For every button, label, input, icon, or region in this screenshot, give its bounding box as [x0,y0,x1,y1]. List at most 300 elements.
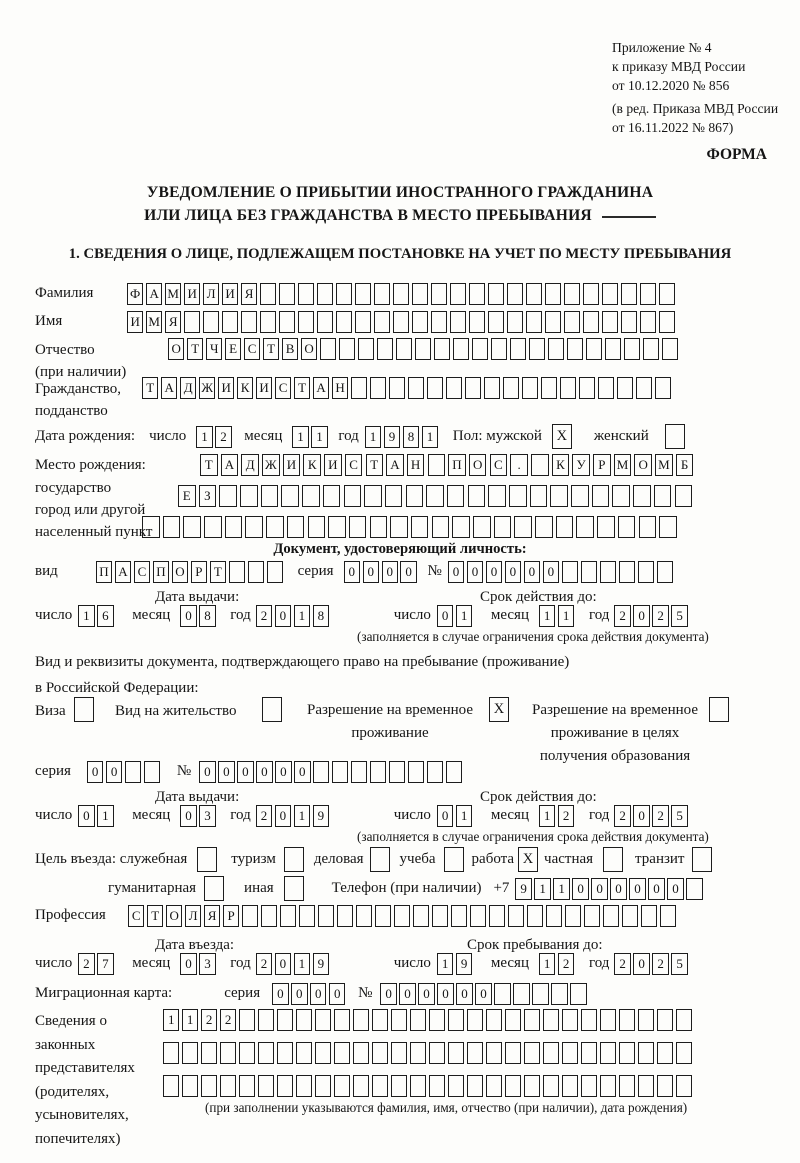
visa-label: Виза [35,703,66,719]
form-cell [219,485,237,507]
form-cell: 1 [311,426,327,448]
birth-date-row [35,424,685,449]
form-cell: 0 [106,761,122,783]
form-cell: 0 [382,561,398,583]
form-cell [545,311,561,333]
form-cell [163,1042,179,1064]
form-cell [638,561,654,583]
form-cell [583,311,599,333]
patronymic-note: (при наличии) [35,364,127,380]
reps-cells-row1 [163,1007,695,1031]
form-cell [332,761,348,783]
purpose-transit-checkbox [692,847,712,872]
form-cell: 8 [313,605,329,627]
form-cell [513,983,529,1005]
form-cell: 1 [422,426,438,448]
form-cell: К [552,454,570,476]
section1-heading: 1. СВЕДЕНИЯ О ЛИЦЕ, ПОДЛЕЖАЩЕМ ПОСТАНОВКЕ НА УЧЕТ ПО МЕСТУ ПРЕБЫВАНИЯ [68,246,732,262]
form-cell: Н [407,454,425,476]
form-cell: 1 [539,805,555,827]
purpose-row-2 [108,876,705,901]
form-cell: 0 [180,953,196,975]
form-cell: 2 [256,605,272,627]
form-cell [296,1075,312,1097]
form-cell [507,311,523,333]
form-cell: 1 [294,805,310,827]
order-reference-line: (в ред. Приказа МВД России [612,101,779,116]
form-cell: С [244,338,260,360]
reps-label-6: попечителях) [35,1131,121,1147]
form-cell [638,1075,654,1097]
form-cell: А [115,561,131,583]
form-cell [225,516,243,538]
form-cell [581,1042,597,1064]
form-cell: Ч [206,338,222,360]
given-name-label: Имя [35,313,63,329]
form-cell: А [313,377,329,399]
form-cell: 0 [456,983,472,1005]
purpose-study-checkbox [444,847,464,872]
form-cell [336,311,352,333]
purpose-work-label: работа [471,851,515,867]
form-cell: 2 [256,953,272,975]
form-cell [468,485,486,507]
form-cell: 2 [256,805,272,827]
form-cell [529,338,545,360]
form-cell: 1 [182,1009,198,1031]
form-cell [556,516,574,538]
form-cell [453,338,469,360]
form-cell [241,311,257,333]
form-cell: Я [204,905,220,927]
profession-cells [128,903,679,927]
form-cell [583,283,599,305]
form-cell: 1 [553,878,569,900]
form-cell [184,311,200,333]
month-label: месяц [490,607,529,623]
form-cell: . [510,454,528,476]
profession-label: Профессия [35,907,106,923]
form-cell: 2 [652,605,668,627]
form-cell: 0 [275,605,291,627]
validity-note-2: (заполняется в случае ограничения срока действия документа) [357,829,709,844]
form-cell [584,905,600,927]
form-cell [450,283,466,305]
form-cell [581,1009,597,1031]
form-cell [472,338,488,360]
day-label: число [35,955,73,971]
form-cell [355,311,371,333]
form-cell: 1 [437,953,453,975]
purpose-humanitarian-checkbox [204,876,224,901]
form-cell: 0 [629,878,645,900]
form-cell [351,761,367,783]
form-cell [659,311,675,333]
stay-until-label: Срок пребывания до: [467,937,603,953]
form-cell [579,377,595,399]
form-cell [603,905,619,927]
form-cell: Е [178,485,196,507]
form-cell [527,905,543,927]
doc-issue-year-cells [256,603,332,627]
form-cell [391,1075,407,1097]
purpose-business-checkbox [370,847,390,872]
form-cell: 0 [218,761,234,783]
doc-number-label: № [427,563,442,579]
form-cell [370,761,386,783]
birthplace-city-label-1: город или другой [35,502,146,518]
given-name-row [35,309,678,334]
form-cell [562,1042,578,1064]
form-cell: Р [593,454,611,476]
form-cell [508,905,524,927]
order-reference [612,38,778,137]
day-label: число [149,428,187,444]
reps-label-5: усыновителях, [35,1107,129,1123]
form-cell [411,516,429,538]
form-cell [144,761,160,783]
form-cell [602,283,618,305]
mig-number-label: № [358,985,373,1001]
form-cell [655,377,671,399]
form-cell [659,516,677,538]
form-cell [391,1042,407,1064]
form-cell [488,485,506,507]
form-cell: И [184,283,200,305]
day-label: число [35,807,73,823]
form-cell [448,1042,464,1064]
form-cell [676,1075,692,1097]
form-cell: 0 [505,561,521,583]
form-cell: 1 [294,953,310,975]
purpose-humanitarian-label: гуманитарная [108,880,197,896]
form-cell: О [172,561,188,583]
form-cell: Т [210,561,226,583]
form-cell [245,516,263,538]
stay-day-cells [437,951,475,975]
temp-residence-edu-label: Разрешение на временное проживание в целях получения образования [532,702,698,764]
form-cell: 2 [614,605,630,627]
form-cell [640,311,656,333]
year-label: год [338,428,359,444]
form-cell: Е [225,338,241,360]
month-label: месяц [132,807,171,823]
form-cell: О [166,905,182,927]
visa-checkbox [74,697,94,722]
form-cell [389,377,405,399]
reps-cells-row2 [163,1040,695,1064]
form-cell [410,1042,426,1064]
form-cell: И [283,454,301,476]
form-cell [317,283,333,305]
form-cell [600,1042,616,1064]
form-cell [624,338,640,360]
form-cell [486,1042,502,1064]
patronymic-cells [168,336,681,360]
surname-cells [127,281,678,305]
form-cell [261,905,277,927]
birth-month-cells [292,424,330,448]
form-cell: 0 [275,761,291,783]
form-cell [412,283,428,305]
form-cell [334,1009,350,1031]
form-cell [396,338,412,360]
form-cell [432,516,450,538]
form-cell: М [655,454,673,476]
form-cell [240,485,258,507]
res-series-cells [87,759,163,783]
form-cell [448,1075,464,1097]
form-cell [600,561,616,583]
form-cell [242,905,258,927]
entry-year-cells [256,951,332,975]
form-cell: С [128,905,144,927]
form-cell [412,311,428,333]
form-cell: 1 [456,805,472,827]
identity-doc-row [35,559,676,584]
form-cell: 0 [418,983,434,1005]
form-cell [317,311,333,333]
birth-day-cells [196,424,234,448]
residence-permit-checkbox [262,697,282,722]
form-cell [302,485,320,507]
form-cell [318,905,334,927]
form-cell: У [572,454,590,476]
form-cell: 1 [539,953,555,975]
form-cell: Я [241,283,257,305]
form-cell [313,761,329,783]
form-cell [619,1009,635,1031]
form-cell: 7 [97,953,113,975]
form-cell [654,485,672,507]
form-cell [621,311,637,333]
form-cell [353,1075,369,1097]
purpose-private-label: частная [544,851,594,867]
day-label: число [393,955,431,971]
form-cell [315,1042,331,1064]
form-cell [491,338,507,360]
form-cell [576,516,594,538]
given-name-cells [127,309,678,333]
identity-doc-heading: Документ, удостоверяющий личность: [273,541,527,557]
form-cell [296,1009,312,1031]
mig-series-cells [272,981,348,1005]
form-cell: С [134,561,150,583]
year-label: год [230,607,251,623]
form-cell: 8 [199,605,215,627]
form-cell [469,311,485,333]
mig-number-cells [380,981,589,1005]
form-cell [622,905,638,927]
temp-residence-checkbox: X [489,697,509,722]
entry-month-cells [180,951,218,975]
form-cell: П [448,454,466,476]
form-cell [277,1075,293,1097]
form-cell: 0 [363,561,379,583]
form-cell [374,283,390,305]
res-valid-month-cells [539,803,577,827]
form-cell [535,516,553,538]
form-cell [391,1009,407,1031]
form-cell [394,905,410,927]
form-cell: 1 [78,605,94,627]
entry-day-cells [78,951,116,975]
form-cell [562,1075,578,1097]
form-cell [546,905,562,927]
form-cell: 0 [344,561,360,583]
form-cell [570,983,586,1005]
residence-permit-label: Вид на жительство [115,703,237,719]
form-cell: 0 [275,805,291,827]
form-cell [470,905,486,927]
form-cell [581,561,597,583]
order-reference-line: от 10.12.2020 № 856 [612,78,730,93]
purpose-other-checkbox [284,876,304,901]
form-cell: 2 [558,953,574,975]
form-cell [465,377,481,399]
birth-date-label: Дата рождения: [35,428,136,444]
form-cell [334,1075,350,1097]
form-cell [239,1075,255,1097]
form-cell [567,338,583,360]
birthplace-cells-row1 [200,452,697,476]
form-cell [266,516,284,538]
migration-card-label: Миграционная карта: [35,985,173,1001]
month-label: месяц [132,955,171,971]
form-cell [571,485,589,507]
form-cell [229,561,245,583]
form-title-line2: ИЛИ ЛИЦА БЕЗ ГРАЖДАНСТВА В МЕСТО ПРЕБЫВАНИЯ [0,204,800,227]
form-cell: 0 [180,605,196,627]
form-cell [315,1009,331,1031]
phone-prefix: +7 [493,880,510,896]
profession-row [35,903,679,928]
form-cell [451,905,467,927]
purpose-private-checkbox [603,847,623,872]
form-cell [258,1042,274,1064]
birth-year-cells [365,424,441,448]
form-cell [660,905,676,927]
form-cell [532,983,548,1005]
form-cell [484,377,500,399]
form-cell: Т [366,454,384,476]
form-cell [431,283,447,305]
form-cell [505,1042,521,1064]
form-cell [524,1042,540,1064]
residence-doc-label-2: в Российской Федерации: [35,680,199,696]
purpose-tourism-label: туризм [231,851,276,867]
form-cell [323,485,341,507]
form-cell [602,311,618,333]
form-cell [448,1009,464,1031]
form-cell [299,905,315,927]
reps-note: (при заполнении указываются фамилия, имя, отчество (при наличии), дата рождения) [205,1100,688,1115]
form-cell: 1 [163,1009,179,1031]
form-cell [562,1009,578,1031]
form-cell [467,1075,483,1097]
form-title-line1: УВЕДОМЛЕНИЕ О ПРИБЫТИИ ИНОСТРАННОГО ГРАЖДАНИНА [146,184,654,201]
form-cell: 0 [486,561,502,583]
form-cell: 9 [313,805,329,827]
form-cell: С [275,377,291,399]
sex-female-checkbox [665,424,685,449]
form-cell: 0 [524,561,540,583]
form-cell: Ж [199,377,215,399]
citizenship-cells [142,375,674,399]
form-cell [377,338,393,360]
validity-note: (заполняется в случае ограничения срока действия документа) [357,629,709,644]
form-cell: А [161,377,177,399]
form-cell [586,338,602,360]
form-cell [393,311,409,333]
form-cell: 5 [671,605,687,627]
form-cell: 0 [275,953,291,975]
form-cell [446,761,462,783]
form-cell [201,1075,217,1097]
form-cell [450,311,466,333]
form-cell [600,1009,616,1031]
form-cell: 1 [365,426,381,448]
form-cell [370,377,386,399]
form-cell [662,338,678,360]
citizenship-label-2: подданство [35,403,108,419]
form-cell: 6 [97,605,113,627]
phone-label: Телефон (при наличии) [331,880,482,896]
doc-kind-cells [96,559,286,583]
form-cell: 0 [448,561,464,583]
form-cell: 0 [400,561,416,583]
form-cell: С [345,454,363,476]
res-issue-date-label: Дата выдачи: [155,789,240,805]
form-cell: 5 [671,953,687,975]
residence-doc-series-row [35,759,465,784]
reps-cells-row3 [163,1073,695,1097]
form-cell [503,377,519,399]
form-cell [308,516,326,538]
day-label: число [35,607,73,623]
form-cell: А [386,454,404,476]
form-cell [427,761,443,783]
residence-doc-dates-row [35,803,690,828]
form-cell [298,311,314,333]
form-cell: А [221,454,239,476]
form-cell [320,338,336,360]
res-issue-year-cells [256,803,332,827]
form-cell [344,485,362,507]
form-cell [494,983,510,1005]
form-cell: 3 [199,805,215,827]
form-cell: Р [223,905,239,927]
temp-residence-edu-checkbox [709,697,729,722]
form-cell: 1 [539,605,555,627]
form-cell [514,516,532,538]
form-cell [551,983,567,1005]
form-cell [432,905,448,927]
month-label: месяц [490,807,529,823]
form-cell [639,516,657,538]
form-cell [467,1042,483,1064]
doc-issue-day-cells [78,603,116,627]
form-cell: И [324,454,342,476]
form-cell [686,878,702,900]
surname-label: Фамилия [35,285,94,301]
form-cell [298,283,314,305]
doc-valid-month-cells [539,603,577,627]
form-cell: 0 [310,983,326,1005]
form-cell [390,516,408,538]
form-cell [372,1075,388,1097]
form-cell: П [153,561,169,583]
